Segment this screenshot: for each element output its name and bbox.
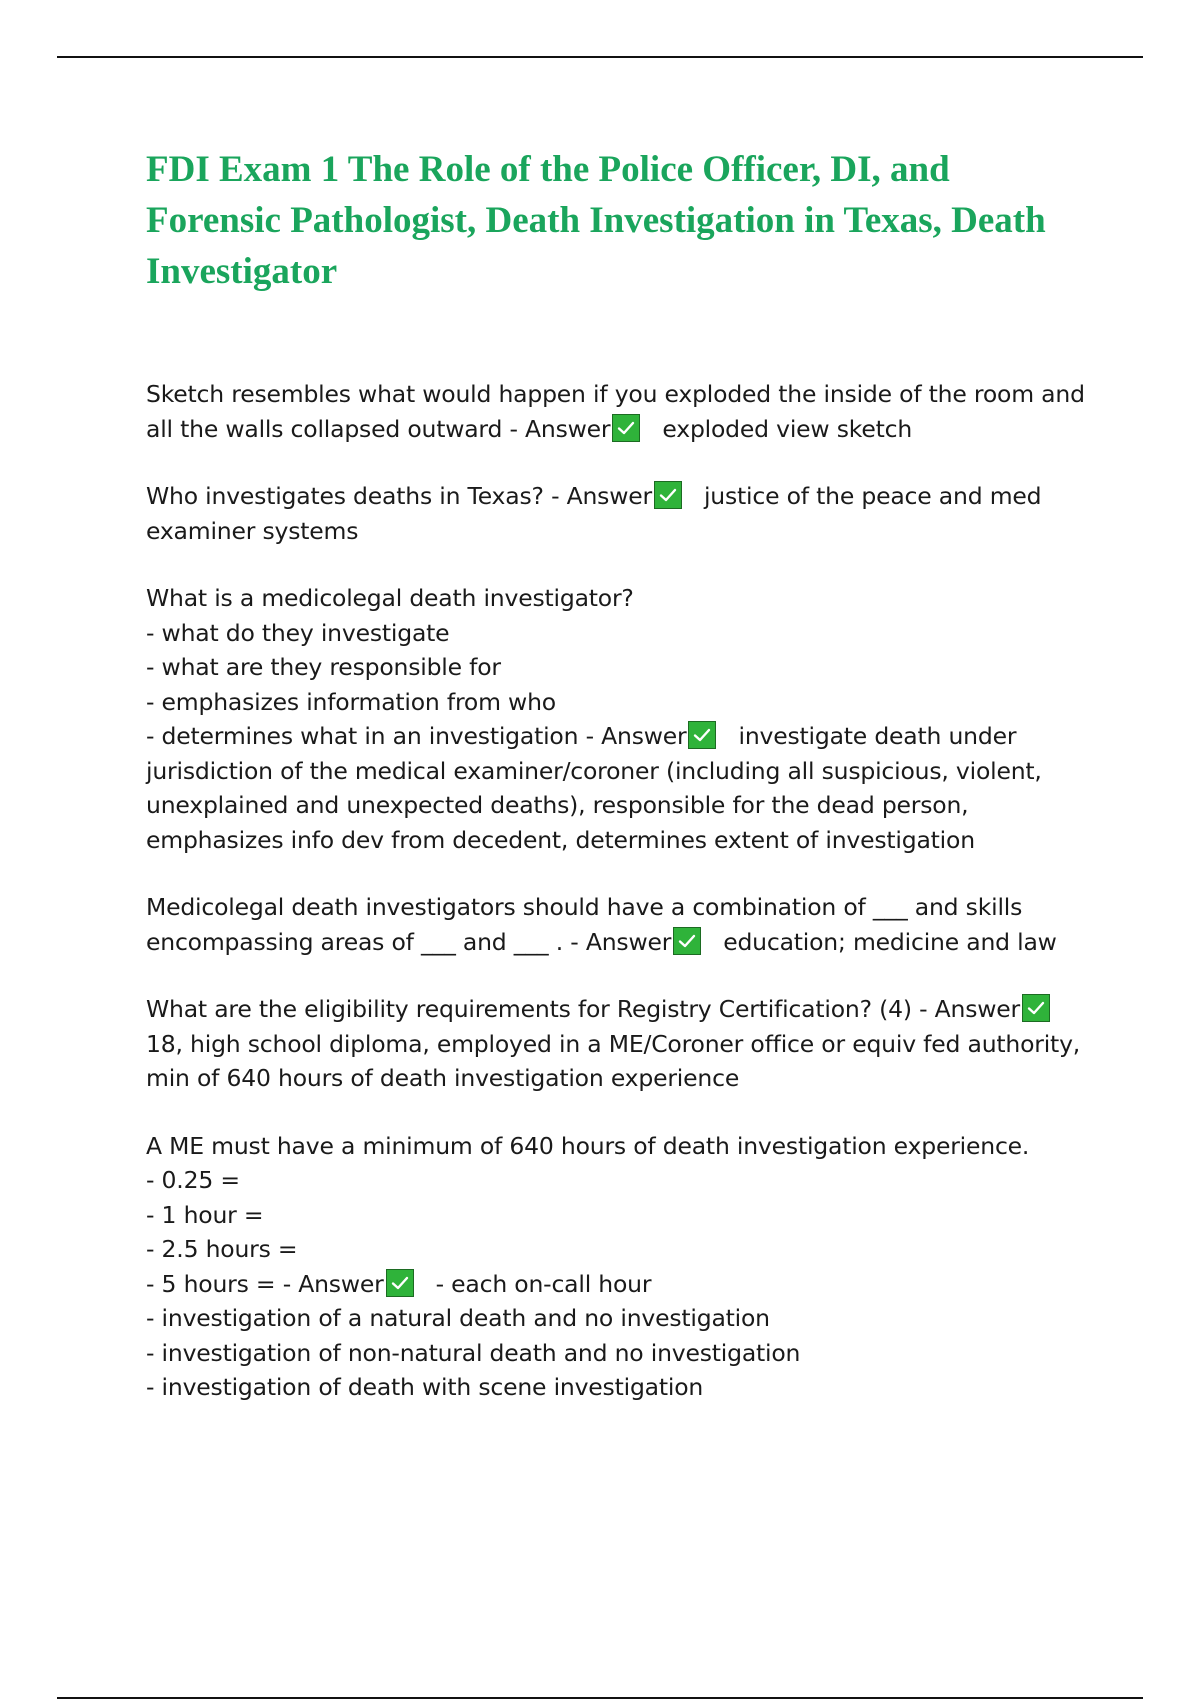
- qa-item: [146, 890, 1086, 959]
- answer-line: - investigation of a natural death and no investigation: [146, 1304, 770, 1332]
- qa-item: [146, 992, 1086, 1096]
- answer-label: - Answer: [570, 927, 672, 956]
- question-line: encompassing areas of ___ and ___ .: [146, 927, 563, 956]
- answer-label: - Answer: [282, 1269, 384, 1298]
- answer-line: jurisdiction of the medical examiner/coroner (including all suspicious, violent,: [146, 756, 1042, 785]
- qa-item: [146, 581, 1086, 857]
- question-answer-line: [146, 412, 1086, 447]
- check-icon: [654, 481, 682, 509]
- question-answer-line: [146, 1267, 1086, 1302]
- question-line: - what do they investigate: [146, 618, 450, 647]
- question-answer-line: [146, 719, 1086, 754]
- header-rule: [57, 56, 1143, 58]
- answer-text: investigate death under: [738, 722, 1017, 750]
- qa-item: [146, 1129, 1086, 1405]
- question-line: What is a medicolegal death investigator?: [146, 584, 634, 612]
- check-icon: [612, 414, 640, 442]
- question-answer-line: [146, 992, 1086, 1027]
- question-line: Who investigates deaths in Texas?: [146, 482, 544, 510]
- question-line: - 1 hour =: [146, 1200, 264, 1229]
- answer-label: - Answer: [509, 414, 611, 443]
- answer-text: education; medicine and law: [723, 927, 1057, 956]
- question-line: Medicolegal death investigators should have a combination of ___ and skills: [146, 893, 1023, 921]
- answer-label: - Answer: [919, 995, 1020, 1023]
- qa-item: [146, 377, 1086, 446]
- answer-label: - Answer: [585, 722, 687, 750]
- check-icon: [386, 1269, 414, 1297]
- answer-text: justice of the peace and med: [703, 482, 1042, 510]
- question-line: A ME must have a minimum of 640 hours of death investigation experience.: [146, 1131, 1030, 1160]
- answer-label: - Answer: [551, 482, 652, 510]
- answer-line: examiner systems: [146, 516, 359, 545]
- answer-line: - investigation of death with scene investigation: [146, 1373, 704, 1401]
- question-line: - emphasizes information from who: [146, 687, 556, 716]
- question-line: - determines what in an investigation: [146, 722, 579, 750]
- answer-line: unexplained and unexpected deaths), responsible for the dead person,: [146, 791, 969, 819]
- question-line: - what are they responsible for: [146, 653, 501, 681]
- qa-item: [146, 479, 1086, 548]
- answer-line: 18, high school diploma, employed in a ME/Coroner office or equiv fed authority,: [146, 1029, 1081, 1058]
- check-icon: [1022, 994, 1050, 1022]
- question-answer-line: [146, 479, 1086, 514]
- check-icon: [688, 721, 716, 749]
- qa-list: [146, 377, 1086, 1405]
- question-line: What are the eligibility requirements for Registry Certification? (4): [146, 995, 912, 1023]
- answer-line: - investigation of non-natural death and no investigation: [146, 1338, 801, 1367]
- answer-text: - each on-call hour: [435, 1269, 652, 1298]
- document-page: [146, 144, 1086, 1438]
- question-answer-line: [146, 925, 1086, 960]
- question-line: - 5 hours =: [146, 1269, 276, 1298]
- footer-rule: [57, 1697, 1143, 1699]
- document-title: FDI Exam 1 The Role of the Police Officer, DI, and Forensic Pathologist, Death Investigation in Texas, Death Investigator: [146, 149, 1046, 292]
- question-line: Sketch resembles what would happen if you exploded the inside of the room and: [146, 380, 1085, 408]
- answer-text: exploded view sketch: [662, 414, 913, 443]
- check-icon: [673, 927, 701, 955]
- question-line: all the walls collapsed outward: [146, 414, 503, 443]
- question-line: - 0.25 =: [146, 1166, 240, 1194]
- answer-line: emphasizes info dev from decedent, determines extent of investigation: [146, 825, 975, 854]
- answer-line: min of 640 hours of death investigation experience: [146, 1064, 740, 1092]
- question-line: - 2.5 hours =: [146, 1235, 298, 1263]
